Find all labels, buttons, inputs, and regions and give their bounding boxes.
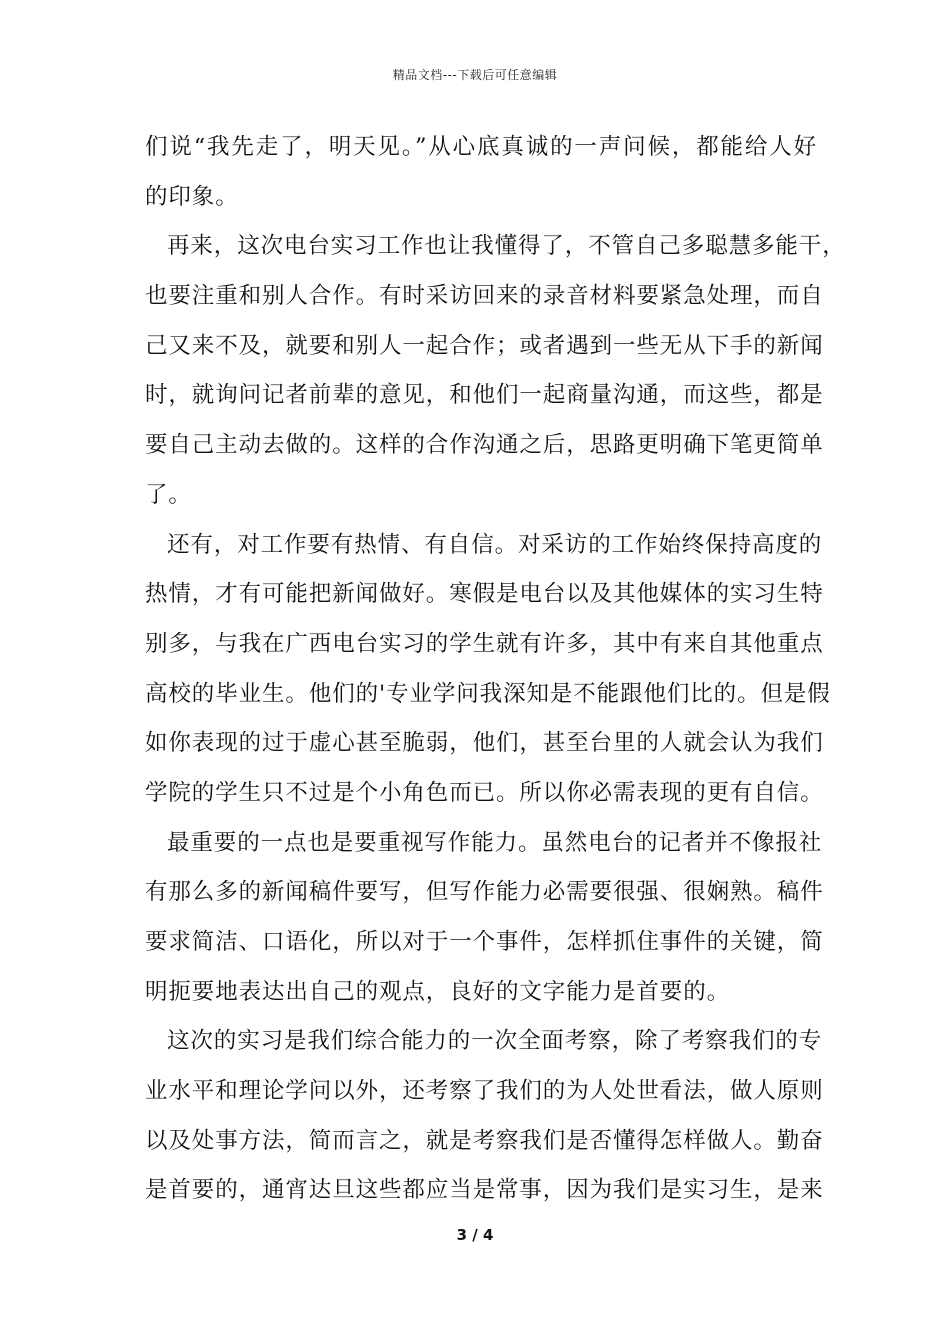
page-header: 精品文档---下载后可任意编辑 [392, 68, 558, 82]
text-line: 还有，对工作要有热情、有自信。对采访的工作始终保持高度的 [167, 531, 823, 558]
document-body [145, 123, 846, 1216]
text-line: 时，就询问记者前辈的意见，和他们一起商量沟通，而这些，都是 [145, 382, 824, 409]
text-line: 明扼要地表达出自己的观点，良好的文字能力是首要的。 [145, 978, 731, 1005]
text-line: 己又来不及，就要和别人一起合作；或者遇到一些无从下手的新闻 [145, 332, 824, 359]
text-line: 热情，才有可能把新闻做好。寒假是电台以及其他媒体的实习生特 [145, 581, 824, 608]
page-number: 3 / 4 [456, 1226, 494, 1244]
text-line: 高校的毕业生。他们的'专业学问我深知是不能跟他们比的。但是假 [145, 680, 831, 707]
text-line: 的印象。 [145, 183, 239, 210]
text-line: 学院的学生只不过是个小角色而已。所以你必需表现的更有自信。 [145, 779, 824, 806]
text-line: 业水平和理论学问以外，还考察了我们的为人处世看法，做人原则 [145, 1078, 824, 1105]
text-line: 是首要的，通宵达旦这些都应当是常事，因为我们是实习生，是来 [145, 1177, 824, 1204]
text-line: 这次的实习是我们综合能力的一次全面考察，除了考察我们的专 [167, 1028, 823, 1055]
text-line: 了。 [145, 481, 192, 508]
text-line: 如你表现的过于虚心甚至脆弱，他们，甚至台里的人就会认为我们 [145, 730, 824, 757]
text-line: 们说“我先走了，明天见。”从心底真诚的一声问候，都能给人好 [145, 134, 817, 160]
text-line: 再来，这次电台实习工作也让我懂得了，不管自己多聪慧多能干， [167, 233, 846, 260]
text-line: 别多，与我在广西电台实习的学生就有许多，其中有来自其他重点 [145, 630, 824, 657]
text-line: 有那么多的新闻稿件要写，但写作能力必需要很强、很娴熟。稿件 [145, 879, 824, 906]
text-line: 最重要的一点也是要重视写作能力。虽然电台的记者并不像报社 [167, 829, 823, 856]
text-line: 要自己主动去做的。这样的合作沟通之后，思路更明确下笔更简单 [145, 432, 824, 459]
text-line: 也要注重和别人合作。有时采访回来的录音材料要紧急处理，而自 [145, 283, 824, 310]
text-line: 以及处事方法，简而言之，就是考察我们是否懂得怎样做人。勤奋 [145, 1127, 824, 1154]
text-line: 要求简洁、口语化，所以对于一个事件，怎样抓住事件的关键，简 [145, 929, 824, 955]
